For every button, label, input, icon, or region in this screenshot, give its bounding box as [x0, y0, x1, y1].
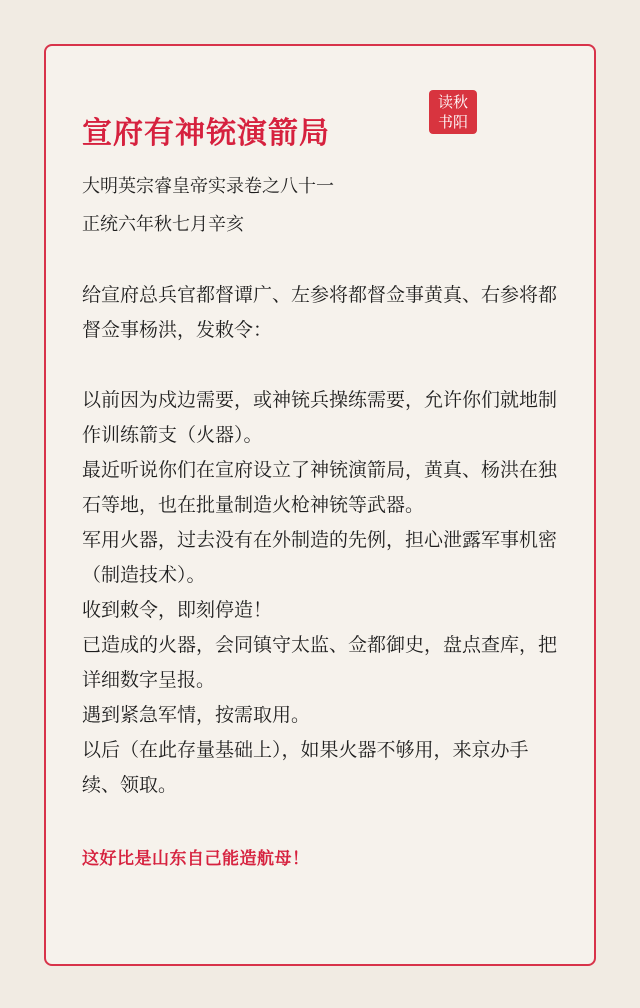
seal-stamp — [429, 90, 477, 134]
paragraph: 给宣府总兵官都督谭广、左参将都督佥事黄真、右参将都督佥事杨洪，发敕令： — [82, 284, 558, 341]
paragraph: 遇到紧急军情，按需取用。 — [82, 704, 311, 726]
source-book: 大明英宗睿皇帝实录卷之八十一 — [82, 176, 334, 197]
page-title: 宣府有神铳演箭局 — [82, 116, 330, 151]
paragraph: 最近听说你们在宣府设立了神铳演箭局，黄真、杨洪在独石等地，也在批量制造火枪神铳等武器。 — [82, 459, 558, 516]
paragraph: 以后（在此存量基础上），如果火器不够用，来京办手续、领取。 — [82, 739, 529, 796]
article-body — [82, 278, 562, 803]
seal-line-2: 书阳 — [437, 113, 468, 131]
document-card — [44, 44, 596, 966]
source-date: 正统六年秋七月辛亥 — [82, 214, 244, 235]
paragraph: 收到敕令，即刻停造！ — [82, 599, 273, 621]
paragraph: 已造成的火器，会同镇守太监、佥都御史，盘点查库，把详细数字呈报。 — [82, 634, 558, 691]
seal-line-1: 读秋 — [437, 93, 468, 111]
paragraph: 以前因为戍边需要，或神铳兵操练需要，允许你们就地制作训练箭支（火器）。 — [82, 389, 558, 446]
footer-comment: 这好比是山东自己能造航母！ — [82, 849, 310, 869]
paragraph: 军用火器，过去没有在外制造的先例，担心泄露军事机密（制造技术）。 — [82, 529, 558, 586]
source-info — [82, 168, 334, 244]
